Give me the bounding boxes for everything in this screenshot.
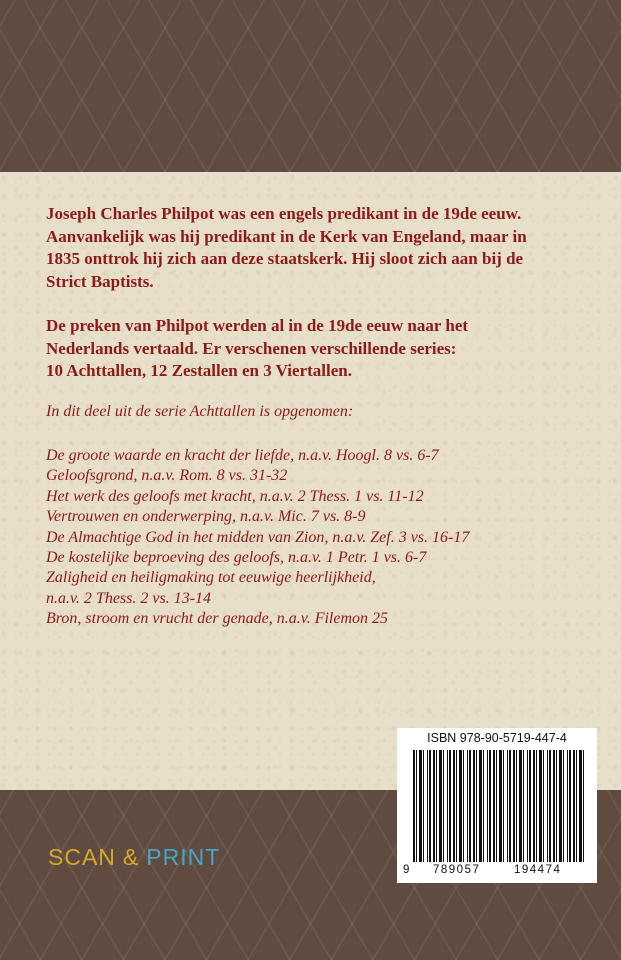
sermon-item: De Almachtige God in het midden van Zion, n.a.v. Zef. 3 vs. 16-17	[46, 528, 470, 546]
series-description	[46, 315, 586, 383]
text-line: Strict Baptists.	[46, 271, 154, 291]
barcode-digits-right: 194474	[514, 864, 562, 876]
contents-intro: In dit deel uit de serie Achttallen is opgenomen:	[46, 403, 354, 420]
sermon-list	[46, 446, 586, 630]
top-pattern-band	[0, 0, 621, 172]
text-line: 1835 onttrok hij zich aan deze staatskerk. Hij sloot zich aan bij de	[46, 249, 524, 268]
sermon-item: Bron, stroom en vrucht der genade, n.a.v. Filemon 25	[46, 610, 389, 628]
barcode-digit-lead: 9	[403, 864, 410, 876]
sermon-item: De kostelijke beproeving des geloofs, n.a.v. 1 Petr. 1 vs. 6-7	[46, 549, 427, 567]
author-description	[46, 203, 586, 293]
sermon-item: Het werk des geloofs met kracht, n.a.v. 2 Thess. 1 vs. 11-12	[46, 487, 424, 505]
sermon-item: n.a.v. 2 Thess. 2 vs. 13-14	[46, 589, 212, 607]
logo-print-text: PRINT	[146, 843, 221, 870]
sermon-item: Geloofsgrond, n.a.v. Rom. 8 vs. 31-32	[46, 467, 288, 485]
text-line: Aanvankelijk was hij predikant in de Kerk van Engeland, maar in	[46, 226, 527, 246]
text-line: De preken van Philpot werden al in de 19de eeuw naar het	[46, 316, 469, 335]
text-line: Nederlands vertaald. Er verschenen verschillende series:	[46, 338, 457, 358]
sermon-item: Zaligheid en heiligmaking tot eeuwige heerlijkheid,	[46, 569, 376, 587]
isbn-barcode	[397, 728, 597, 883]
sermon-item: Vertrouwen en onderwerping, n.a.v. Mic. 7 vs. 8-9	[46, 508, 366, 526]
text-line: 10 Achttallen, 12 Zestallen en 3 Viertallen.	[46, 361, 352, 380]
text-line: Joseph Charles Philpot was een engels predikant in de 19de eeuw.	[46, 204, 522, 223]
sermon-item: De groote waarde en kracht der liefde, n.a.v. Hoogl. 8 vs. 6-7	[46, 447, 439, 464]
isbn-number: ISBN 978-90-5719-447-4	[427, 731, 567, 745]
logo-ampersand: &	[122, 843, 140, 870]
barcode-digits-left: 789057	[433, 864, 481, 876]
publisher-logo	[48, 842, 220, 872]
logo-scan-text: SCAN	[48, 843, 116, 870]
barcode-bars	[413, 750, 585, 862]
